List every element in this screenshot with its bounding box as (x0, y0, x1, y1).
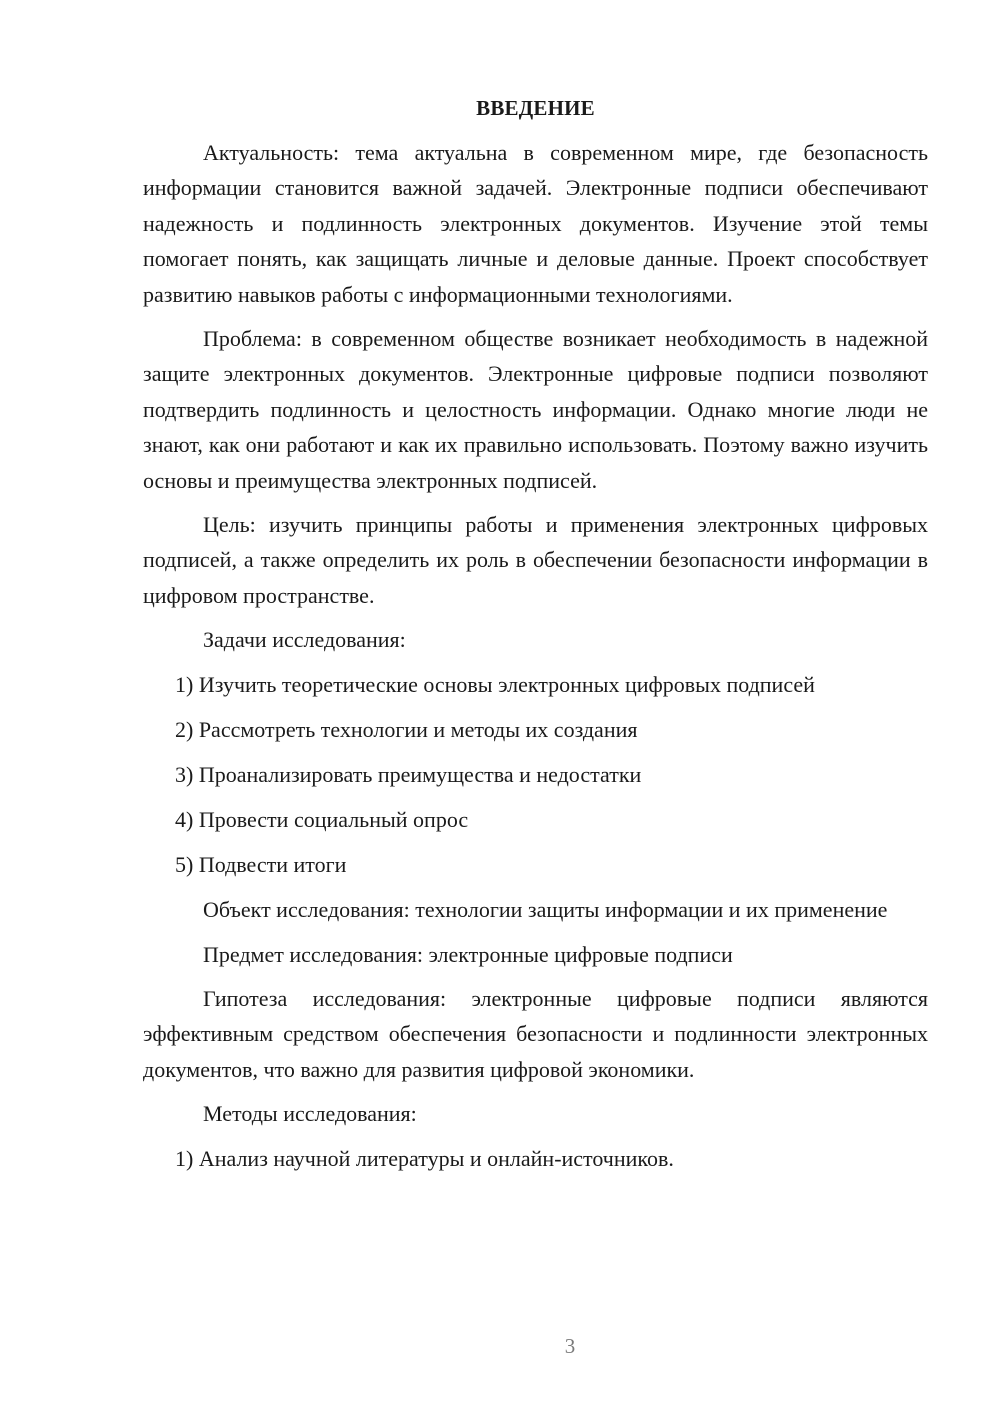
tasks-heading: Задачи исследования: (203, 627, 406, 653)
list-item: 1) Анализ научной литературы и онлайн-источников. (175, 1145, 674, 1171)
list-item: 5) Подвести итоги (175, 852, 347, 878)
tasks-list (143, 667, 928, 883)
paragraph-relevance: Актуальность: тема актуальна в современном мире, где безопасность информации становится важной задачей. Электронные подписи обеспечивают надежность и подлинность электронных документов. Изучение этой темы помогает понять, как защищать личные и деловые данные. Проект способствует развитию навыков работы с информационными технологиями. (143, 140, 928, 307)
paragraph-subject: Предмет исследования: электронные цифровые подписи (203, 941, 733, 967)
list-item: 3) Проанализировать преимущества и недостатки (175, 761, 642, 787)
paragraph-problem: Проблема: в современном обществе возникает необходимость в надежной защите электронных документов. Электронные цифровые подписи позволяют подтвердить подлинность и целостность информации. Однако многие люди не знают, как они работают и как их правильно использовать. Поэтому важно изучить основы и преимущества электронных подписей. (143, 326, 928, 493)
page-content (143, 96, 928, 1186)
page-number: 3 (564, 1334, 576, 1358)
paragraph-object: Объект исследования: технологии защиты информации и их применение (203, 897, 888, 923)
methods-list (143, 1141, 928, 1176)
list-item: 4) Провести социальный опрос (175, 806, 469, 832)
paragraph-goal: Цель: изучить принципы работы и применения электронных цифровых подписей, а также определить их роль в обеспечении безопасности информации в цифровом пространстве. (143, 512, 928, 608)
paragraph-hypothesis: Гипотеза исследования: электронные цифровые подписи являются эффективным средством обеспечения безопасности и подлинности электронных документов, что важно для развития цифровой экономики. (143, 985, 928, 1082)
list-item: 1) Изучить теоретические основы электронных цифровых подписей (175, 671, 815, 697)
methods-heading: Методы исследования: (203, 1101, 417, 1127)
section-title: ВВЕДЕНИЕ (476, 96, 595, 120)
list-item: 2) Рассмотреть технологии и методы их создания (175, 716, 638, 742)
